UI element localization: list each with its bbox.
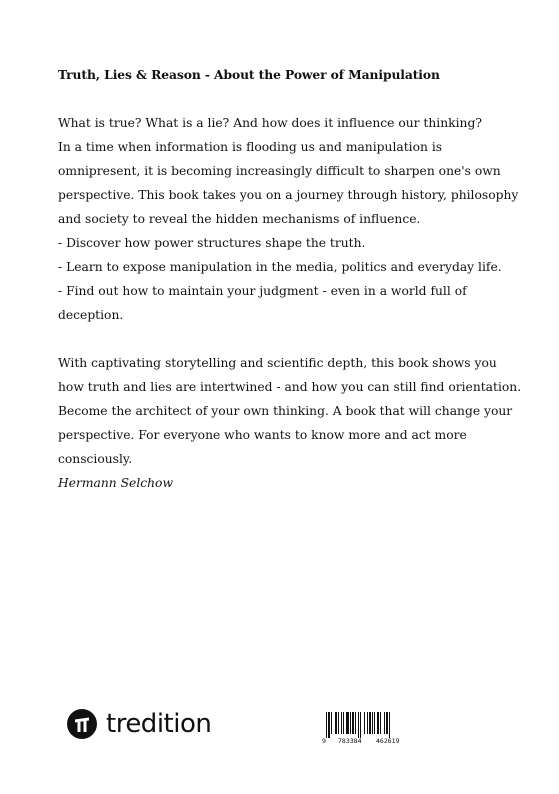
text-line: perspective. This book takes you on a journey through history, philosophy	[58, 188, 519, 202]
barcode-bar	[335, 712, 337, 734]
barcode-bar	[389, 712, 390, 738]
text-line: how truth and lies are intertwined - and how you can still find orientation.	[58, 380, 522, 394]
barcode-bar	[355, 712, 356, 734]
barcode-bar	[350, 712, 351, 734]
book-title: Truth, Lies & Reason - About the Power of Manipulation	[58, 67, 440, 82]
paragraph-closing	[58, 351, 522, 471]
barcode-bar	[328, 712, 330, 738]
text-line: and society to reveal the hidden mechanisms of influence.	[58, 212, 421, 226]
isbn-barcode	[320, 711, 424, 745]
blurb	[58, 63, 522, 495]
barcode-bar	[367, 712, 368, 734]
barcode-bar	[372, 712, 373, 734]
barcode-bar	[343, 712, 344, 734]
text-line: consciously.	[58, 452, 133, 466]
text-line: perspective. For everyone who wants to know more and act more	[58, 428, 467, 442]
text-line: omnipresent, it is becoming increasingly difficult to sharpen one's own	[58, 164, 501, 178]
publisher-name: tredition	[106, 709, 212, 739]
barcode-bar	[358, 712, 359, 738]
barcode-bar	[374, 712, 375, 734]
barcode-bar	[360, 712, 361, 738]
tredition-logo-icon	[66, 708, 98, 740]
text-line: With captivating storytelling and scientific depth, this book shows you	[58, 356, 497, 370]
barcode-bar	[386, 712, 388, 734]
text-line: Become the architect of your own thinking. A book that will change your	[58, 404, 513, 418]
barcode-bar	[341, 712, 342, 734]
barcode-bar	[331, 712, 332, 734]
barcode-bar	[352, 712, 354, 734]
barcode-bar	[384, 712, 385, 734]
barcode-group-1: 783384	[338, 737, 362, 745]
barcode-bar	[326, 712, 327, 738]
text-line: deception.	[58, 308, 124, 322]
text-line: In a time when information is flooding us and manipulation is	[58, 140, 443, 154]
barcode-group-2: 462619	[376, 737, 400, 745]
paragraph-intro	[58, 111, 519, 327]
barcode-bar	[380, 712, 381, 734]
barcode-bar	[364, 712, 365, 734]
text-line: - Learn to expose manipulation in the media, politics and everyday life.	[58, 260, 502, 274]
barcode-bars	[326, 712, 390, 738]
text-line: - Find out how to maintain your judgment - even in a world full of	[58, 284, 467, 298]
text-line: What is true? What is a lie? And how does it influence our thinking?	[58, 116, 482, 130]
barcode-bar	[338, 712, 339, 734]
barcode-bar	[377, 712, 379, 734]
barcode-bar	[346, 712, 349, 734]
barcode-bar	[369, 712, 371, 734]
barcode-prefix: 9	[322, 737, 326, 745]
text-line: - Discover how power structures shape the truth.	[58, 236, 366, 250]
paragraph-gap	[58, 327, 498, 351]
publisher-logo	[66, 707, 211, 741]
author-name: Hermann Selchow	[58, 476, 173, 490]
